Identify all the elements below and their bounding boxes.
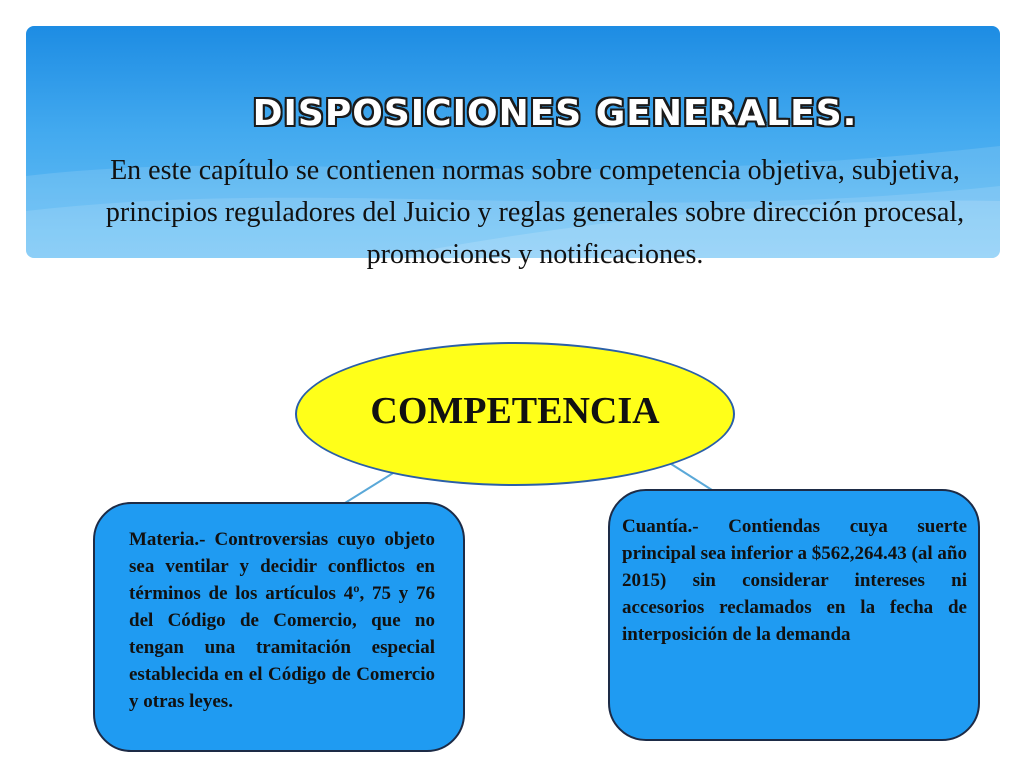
competencia-node — [295, 342, 735, 486]
cuantia-text: Cuantía.- Contiendas cuya suerte principal sea inferior a $562,264.43 (al año 2015) sin considerar intereses ni accesorios reclamados en la fecha de interposición de la demanda — [622, 516, 967, 645]
cuantia-node — [608, 489, 980, 741]
intro-paragraph: En este capítulo se contienen normas sobre competencia objetiva, subjetiva, principios reguladores del Juicio y reglas generales sobre dirección procesal, promociones y notificaciones. — [105, 155, 965, 270]
materia-node — [93, 502, 465, 752]
connector-left — [345, 470, 398, 503]
competencia-label: COMPETENCIA — [370, 390, 660, 432]
slide-title: DISPOSICIONES GENERALES. — [252, 93, 858, 134]
materia-text: Materia.- Controversias cuyo objeto sea ventilar y decidir conflictos en términos de los artículos 4º, 75 y 76 del Código de Comercio, que no tengan una tramitación especial establecida en el Código de Comercio y otras leyes. — [129, 529, 435, 712]
connector-right — [668, 462, 712, 490]
